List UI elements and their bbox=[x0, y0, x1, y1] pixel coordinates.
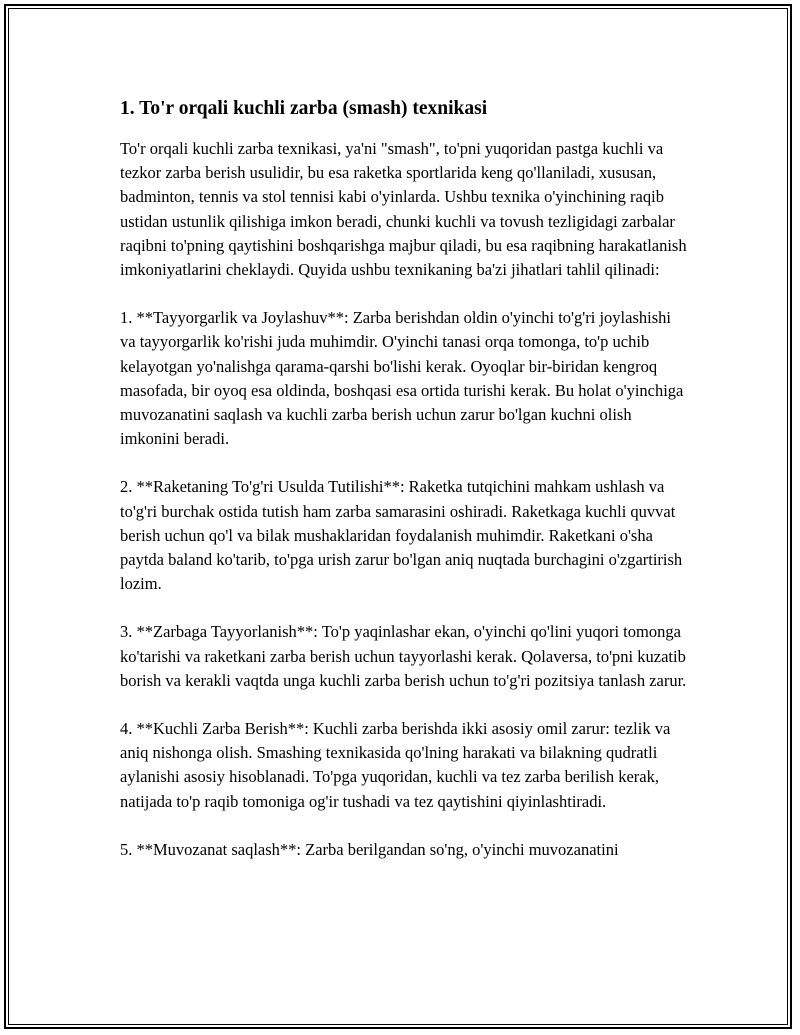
paragraph-item-4: 4. **Kuchli Zarba Berish**: Kuchli zarba berishda ikki asosiy omil zarur: tezlik va aniq nishonga olish. Smashing texnikasida qo'lning harakati va bilakning qudratli aylanishi asosiy hisoblanadi. To'pga yuqoridan, kuchli va tez zarba berilish kerak, natijada to'p raqib tomoniga og'ir tushadi va tez qaytishini qiyinlashtiradi. bbox=[120, 719, 671, 811]
paragraph-item-3: 3. **Zarbaga Tayyorlanish**: To'p yaqinlashar ekan, o'yinchi qo'lini yuqori tomonga ko'tarishi va raketkani zarba berish uchun tayyorlashi kerak. Qolaversa, to'pni kuzatib borish va kerakli vaqtda unga kuchli zarba berish uchun to'g'ri pozitsiya tanlash zarur. bbox=[120, 622, 687, 690]
document-title: 1. To'r orqali kuchli zarba (smash) texnikasi bbox=[120, 98, 488, 119]
paragraph-item-2: 2. **Raketaning To'g'ri Usulda Tutilishi**: Raketka tutqichini mahkam ushlash va to'g'ri burchak ostida tutish ham zarba samarasini oshiradi. Raketkaga kuchli quvvat berish uchun qo'l va bilak mushaklaridan foydalanish muhimdir. Raketkani o'sha paytda baland ko'tarib, to'pga urish zarur bo'lgan aniq nuqtada burchagini o'zgartirish lozim. bbox=[120, 477, 683, 594]
paragraph-item-1: 1. **Tayyorgarlik va Joylashuv**: Zarba berishdan oldin o'yinchi to'g'ri joylashishi va tayyorgarlik ko'rishi juda muhimdir. O'yinchi tanasi orqa tomonga, to'p uchib kelayotgan yo'nalishga qarama-qarshi bo'lishi kerak. Oyoqlar bir-biridan kengroq masofada, bir oyoq esa oldinda, boshqasi esa ortida turishi kerak. Bu holat o'yinchiga muvozanatini saqlash va kuchli zarba berish uchun zarur bo'lgan kuchni olish imkonini beradi. bbox=[120, 308, 684, 449]
paragraph-intro: To'r orqali kuchli zarba texnikasi, ya'ni "smash", to'pni yuqoridan pastga kuchli va tezkor zarba berish usulidir, bu esa raketka sportlarida keng qo'llaniladi, xususan, badminton, tennis va stol tennisi kabi o'yinlarda. Ushbu texnika o'yinchining raqib ustidan ustunlik qilishiga imkon beradi, chunki kuchli va tovush tezligidagi zarbalar raqibni to'pning qaytishini boshqarishga majbur qiladi, bu esa raqibning harakatlanish imkoniyatlarini cheklaydi. Quyida ushbu texnikaning ba'zi jihatlari tahlil qilinadi: bbox=[120, 139, 687, 280]
document-body bbox=[120, 96, 690, 886]
page-border bbox=[4, 4, 792, 1029]
paragraph-item-5: 5. **Muvozanat saqlash**: Zarba berilgandan so'ng, o'yinchi muvozanatini bbox=[120, 839, 619, 859]
